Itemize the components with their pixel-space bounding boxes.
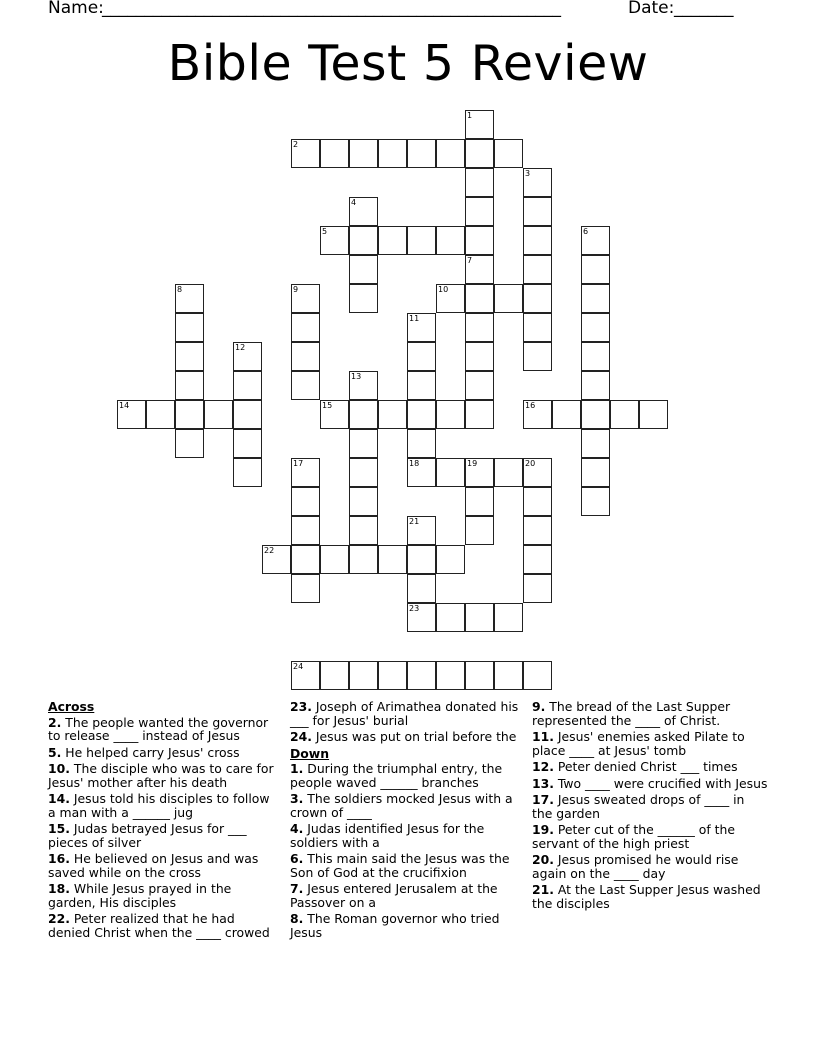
crossword-cell[interactable]: [233, 371, 262, 400]
crossword-cell[interactable]: [523, 516, 552, 545]
clue-item-text: The disciple who was to care for Jesus' mother after his death: [48, 761, 274, 790]
clue-item: [290, 792, 520, 819]
crossword-cell[interactable]: [465, 110, 494, 139]
clue-number: 1: [467, 111, 473, 120]
crossword-cell[interactable]: [407, 342, 436, 371]
clue-item-number: 11.: [532, 729, 554, 744]
clue-item-text: Jesus was put on trial before the: [311, 729, 517, 744]
crossword-cell[interactable]: [407, 545, 436, 574]
clue-item-text: At the Last Supper Jesus washed the disciples: [532, 882, 761, 911]
crossword-cell[interactable]: [349, 487, 378, 516]
crossword-cell[interactable]: [291, 313, 320, 342]
crossword-cell[interactable]: [349, 400, 378, 429]
crossword-cell[interactable]: [349, 371, 378, 400]
crossword-cell[interactable]: [523, 284, 552, 313]
clue-item-text: Jesus' enemies asked Pilate to place ____ at Jesus' tomb: [532, 729, 745, 758]
crossword-cell[interactable]: [436, 284, 465, 313]
crossword-cell[interactable]: [465, 168, 494, 197]
clue-item-text: While Jesus prayed in the garden, His disciples: [48, 881, 232, 910]
crossword-cell[interactable]: [581, 313, 610, 342]
clue-item: [48, 792, 276, 819]
name-label: Name:: [48, 0, 104, 18]
clue-item-number: 16.: [48, 851, 70, 866]
clue-number: 22: [264, 546, 275, 555]
crossword-cell[interactable]: [523, 342, 552, 371]
clue-column-3: [532, 700, 768, 913]
crossword-cell[interactable]: [465, 197, 494, 226]
crossword-cell[interactable]: [581, 284, 610, 313]
clue-item-text: Judas betrayed Jesus for ___ pieces of silver: [48, 821, 247, 850]
clue-item-number: 15.: [48, 821, 70, 836]
crossword-cell[interactable]: [378, 545, 407, 574]
crossword-cell[interactable]: [320, 226, 349, 255]
clue-number: 17: [293, 459, 304, 468]
crossword-cell[interactable]: [407, 603, 436, 632]
clue-number: 23: [409, 604, 420, 613]
clue-column-2: [290, 700, 520, 942]
clue-number: 12: [235, 343, 246, 352]
clue-item: [290, 700, 520, 727]
clue-item: [290, 882, 520, 909]
crossword-cell[interactable]: [320, 545, 349, 574]
crossword-cell[interactable]: [523, 458, 552, 487]
crossword-cell[interactable]: [523, 197, 552, 226]
clue-item: [532, 700, 768, 727]
clue-item: [48, 716, 276, 743]
clue-item-text: The people wanted the governor to release ____ instead of Jesus: [48, 714, 269, 743]
crossword-cell[interactable]: [494, 603, 523, 632]
crossword-cell[interactable]: [349, 661, 378, 690]
crossword-cell[interactable]: [639, 400, 668, 429]
page-title: Bible Test 5 Review: [167, 35, 649, 92]
crossword-cell[interactable]: [436, 458, 465, 487]
crossword-cell[interactable]: [465, 487, 494, 516]
crossword-cell[interactable]: [233, 342, 262, 371]
crossword-cell[interactable]: [494, 284, 523, 313]
clue-item: [48, 852, 276, 879]
crossword-cell[interactable]: [349, 197, 378, 226]
crossword-cell[interactable]: [465, 226, 494, 255]
crossword-cell[interactable]: [349, 139, 378, 168]
clue-item-text: Jesus promised he would rise again on the ____ day: [532, 852, 739, 881]
crossword-cell[interactable]: [233, 458, 262, 487]
clue-number: 7: [467, 256, 473, 265]
clue-item-number: 4.: [290, 821, 304, 836]
clue-item: [48, 746, 276, 760]
crossword-cell[interactable]: [436, 545, 465, 574]
clue-item: [290, 852, 520, 879]
clue-number: 24: [293, 662, 304, 671]
crossword-cell[interactable]: [407, 226, 436, 255]
clue-item-number: 9.: [532, 699, 546, 714]
clue-item-text: Jesus sweated drops of ____ in the garden: [532, 792, 745, 821]
clue-item-number: 8.: [290, 911, 304, 926]
crossword-cell[interactable]: [349, 429, 378, 458]
crossword-cell[interactable]: [581, 342, 610, 371]
crossword-cell[interactable]: [581, 226, 610, 255]
crossword-cell[interactable]: [436, 400, 465, 429]
crossword-cell[interactable]: [378, 139, 407, 168]
clue-number: 18: [409, 459, 420, 468]
crossword-cell[interactable]: [523, 255, 552, 284]
clue-item-text: During the triumphal entry, the people waved ______ branches: [290, 761, 503, 790]
clue-item-number: 20.: [532, 852, 554, 867]
clue-item-text: Peter realized that he had denied Christ when the ____ crowed: [48, 911, 270, 940]
clue-number: 10: [438, 285, 449, 294]
crossword-cell[interactable]: [523, 487, 552, 516]
crossword-cell[interactable]: [291, 342, 320, 371]
crossword-cell[interactable]: [291, 574, 320, 603]
crossword-cell[interactable]: [407, 516, 436, 545]
clue-item: [290, 912, 520, 939]
clue-item-text: Peter cut of the ______ of the servant of the high priest: [532, 822, 736, 851]
crossword-cell[interactable]: [494, 661, 523, 690]
crossword-cell[interactable]: [581, 255, 610, 284]
clue-number: 2: [293, 140, 299, 149]
down-heading: Down: [290, 745, 330, 761]
crossword-cell[interactable]: [407, 458, 436, 487]
clue-item-number: 17.: [532, 792, 554, 807]
crossword-cell[interactable]: [349, 255, 378, 284]
crossword-cell[interactable]: [175, 313, 204, 342]
clue-item-number: 23.: [290, 699, 312, 714]
crossword-cell[interactable]: [175, 400, 204, 429]
crossword-cell[interactable]: [378, 226, 407, 255]
crossword-cell[interactable]: [407, 371, 436, 400]
clue-number: 16: [525, 401, 536, 410]
crossword-cell[interactable]: [436, 603, 465, 632]
crossword-cell[interactable]: [320, 139, 349, 168]
crossword-cell[interactable]: [291, 661, 320, 690]
clue-item: [532, 793, 768, 820]
crossword-cell[interactable]: [175, 342, 204, 371]
clue-item-text: The Roman governor who tried Jesus: [290, 911, 500, 940]
crossword-cell[interactable]: [465, 661, 494, 690]
crossword-cell[interactable]: [233, 400, 262, 429]
crossword-cell[interactable]: [291, 487, 320, 516]
clue-item-text: This main said the Jesus was the Son of God at the crucifixion: [290, 851, 510, 880]
crossword-cell[interactable]: [581, 458, 610, 487]
crossword-cell[interactable]: [291, 139, 320, 168]
clue-item-text: Joseph of Arimathea donated his ___ for Jesus' burial: [290, 699, 519, 728]
crossword-cell[interactable]: [494, 458, 523, 487]
crossword-cell[interactable]: [523, 400, 552, 429]
clue-number: 19: [467, 459, 478, 468]
clue-item-text: He helped carry Jesus' cross: [61, 744, 240, 760]
crossword-cell[interactable]: [291, 545, 320, 574]
clue-item-number: 13.: [532, 775, 554, 791]
crossword-cell[interactable]: [523, 313, 552, 342]
crossword-cell[interactable]: [552, 400, 581, 429]
clue-item-text: He believed on Jesus and was saved while on the cross: [48, 851, 259, 880]
crossword-cell[interactable]: [407, 313, 436, 342]
crossword-cell[interactable]: [349, 226, 378, 255]
crossword-cell[interactable]: [523, 226, 552, 255]
clue-item-number: 24.: [290, 729, 312, 744]
name-field-line[interactable]: ______________________________________________________: [102, 0, 561, 18]
clue-item-number: 12.: [532, 759, 554, 774]
clue-column-1: [48, 700, 276, 942]
clue-number: 6: [583, 227, 589, 236]
crossword-cell[interactable]: [436, 139, 465, 168]
crossword-cell[interactable]: [465, 313, 494, 342]
clue-item-text: Jesus told his disciples to follow a man with a ______ jug: [48, 791, 270, 820]
clue-item-number: 14.: [48, 791, 70, 806]
clue-item-number: 18.: [48, 881, 70, 896]
crossword-cell[interactable]: [523, 574, 552, 603]
clue-item: [48, 912, 276, 939]
crossword-cell[interactable]: [175, 429, 204, 458]
crossword-cell[interactable]: [407, 661, 436, 690]
crossword-cell[interactable]: [378, 661, 407, 690]
across-heading: Across: [48, 699, 95, 714]
clue-item-text: The bread of the Last Supper represented the ____ of Christ.: [532, 699, 731, 728]
clue-number: 14: [119, 401, 130, 410]
crossword-cell[interactable]: [349, 284, 378, 313]
crossword-cell[interactable]: [465, 255, 494, 284]
crossword-cell[interactable]: [581, 400, 610, 429]
clue-item: [532, 730, 768, 757]
crossword-cell[interactable]: [175, 284, 204, 313]
crossword-cell[interactable]: [465, 603, 494, 632]
crossword-cell[interactable]: [291, 371, 320, 400]
clue-item-number: 10.: [48, 761, 70, 776]
crossword-cell[interactable]: [465, 284, 494, 313]
crossword-cell[interactable]: [494, 139, 523, 168]
clue-item-number: 21.: [532, 882, 554, 897]
crossword-cell[interactable]: [523, 168, 552, 197]
crossword-cell[interactable]: [407, 429, 436, 458]
clue-item-number: 19.: [532, 822, 554, 837]
clue-item: [532, 853, 768, 880]
clue-item-text: The soldiers mocked Jesus with a crown of ____: [290, 791, 513, 820]
crossword-cell[interactable]: [349, 458, 378, 487]
crossword-cell[interactable]: [146, 400, 175, 429]
clue-item-number: 1.: [290, 761, 304, 776]
crossword-cell[interactable]: [436, 661, 465, 690]
clue-item: [290, 822, 520, 849]
crossword-cell[interactable]: [436, 226, 465, 255]
clue-number: 5: [322, 227, 328, 236]
clue-number: 21: [409, 517, 420, 526]
clue-item-number: 22.: [48, 911, 70, 926]
clue-number: 9: [293, 285, 299, 294]
crossword-cell[interactable]: [581, 429, 610, 458]
crossword-cell[interactable]: [465, 342, 494, 371]
crossword-cell[interactable]: [523, 661, 552, 690]
crossword-cell[interactable]: [378, 400, 407, 429]
crossword-cell[interactable]: [291, 516, 320, 545]
crossword-cell[interactable]: [320, 661, 349, 690]
clue-item: [532, 883, 768, 910]
crossword-cell[interactable]: [581, 487, 610, 516]
crossword-cell[interactable]: [175, 371, 204, 400]
clue-item: [290, 762, 520, 789]
clue-number: 4: [351, 198, 357, 207]
clue-item-text: Jesus entered Jerusalem at the Passover on a: [290, 881, 498, 910]
crossword-cell[interactable]: [349, 516, 378, 545]
clue-item: [532, 760, 768, 774]
date-field-line[interactable]: _______: [674, 0, 734, 18]
clue-number: 3: [525, 169, 531, 178]
clue-number: 20: [525, 459, 536, 468]
clue-item: [290, 730, 520, 744]
crossword-cell[interactable]: [610, 400, 639, 429]
clue-item-number: 2.: [48, 714, 62, 730]
clue-item: [532, 823, 768, 850]
crossword-cell[interactable]: [465, 458, 494, 487]
crossword-cell[interactable]: [407, 574, 436, 603]
clue-item: [532, 777, 768, 791]
crossword-cell[interactable]: [465, 371, 494, 400]
clue-item: [48, 762, 276, 789]
clue-number: 15: [322, 401, 333, 410]
clue-number: 11: [409, 314, 420, 323]
crossword-cell[interactable]: [523, 545, 552, 574]
crossword-cell[interactable]: [349, 545, 378, 574]
crossword-cell[interactable]: [465, 516, 494, 545]
crossword-cell[interactable]: [407, 139, 436, 168]
clue-item-text: Peter denied Christ ___ times: [553, 759, 738, 774]
crossword-cell[interactable]: [465, 400, 494, 429]
clue-number: 8: [177, 285, 183, 294]
crossword-cell[interactable]: [291, 458, 320, 487]
crossword-cell[interactable]: [581, 371, 610, 400]
date-label: Date:: [628, 0, 675, 18]
clue-item-number: 5.: [48, 744, 62, 760]
clue-item-text: Judas identified Jesus for the soldiers with a: [290, 821, 485, 850]
clue-item-number: 7.: [290, 881, 304, 896]
crossword-cell[interactable]: [204, 400, 233, 429]
crossword-cell[interactable]: [291, 284, 320, 313]
crossword-cell[interactable]: [320, 400, 349, 429]
clue-item: [48, 822, 276, 849]
clue-item-number: 3.: [290, 791, 304, 806]
clue-item: [48, 882, 276, 909]
crossword-cell[interactable]: [233, 429, 262, 458]
crossword-cell[interactable]: [407, 400, 436, 429]
crossword-cell[interactable]: [465, 139, 494, 168]
crossword-cell[interactable]: [262, 545, 291, 574]
crossword-cell[interactable]: [117, 400, 146, 429]
clue-item-text: Two ____ were crucified with Jesus: [553, 775, 768, 791]
clue-number: 13: [351, 372, 362, 381]
clue-item-number: 6.: [290, 851, 304, 866]
